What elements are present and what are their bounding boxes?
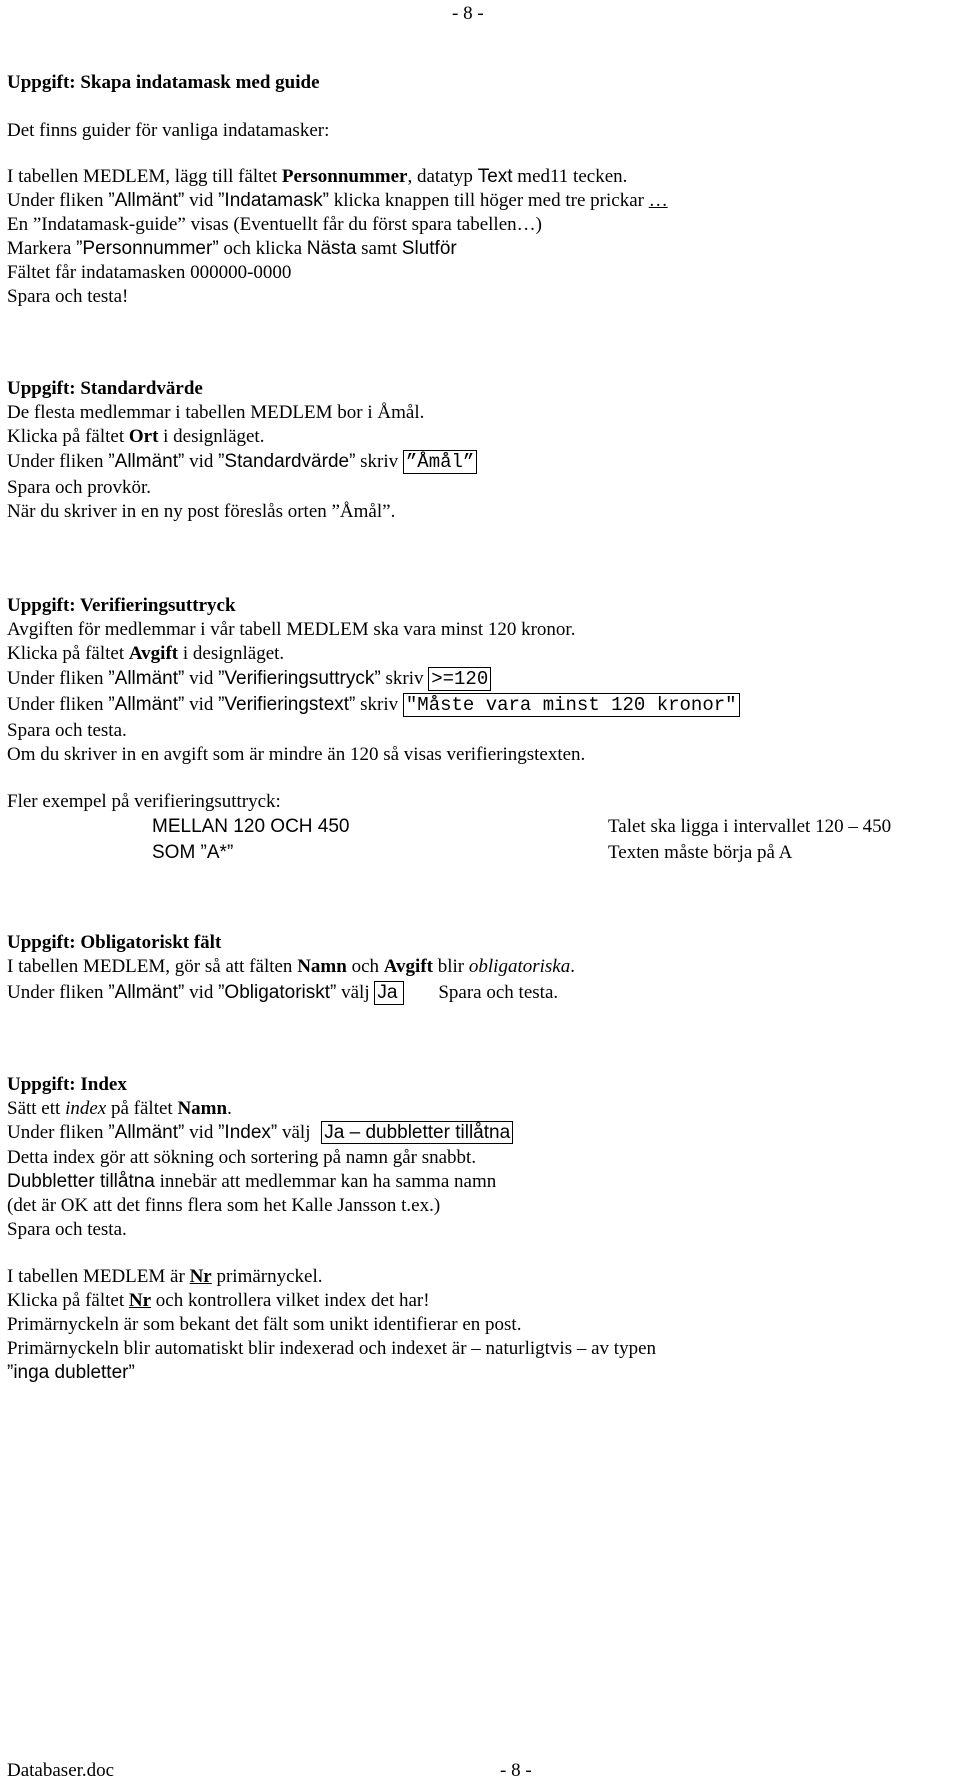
text: välj — [277, 1122, 316, 1143]
example-description: Texten måste börja på A — [608, 842, 793, 863]
paragraph — [7, 981, 558, 1005]
text: klicka knappen till höger med tre prickar — [328, 190, 649, 211]
paragraph — [7, 668, 491, 690]
emphasis: obligatoriska — [468, 956, 571, 977]
text: . — [570, 956, 575, 977]
text: Under fliken — [7, 451, 109, 472]
text: vid — [184, 1122, 219, 1143]
section-heading-indatamask: Uppgift: Skapa indatamask med guide — [7, 72, 320, 93]
text: I tabellen MEDLEM, gör så att fälten — [7, 956, 298, 977]
paragraph — [7, 956, 575, 978]
ui-term: ”Obligatoriskt” — [218, 982, 337, 1003]
text: vid — [184, 451, 219, 472]
paragraph — [7, 643, 284, 665]
text: innebär att medlemmar kan ha samma namn — [154, 1171, 497, 1192]
paragraph: En ”Indatamask-guide” visas (Eventuellt får du först spara tabellen…) — [7, 214, 542, 235]
paragraph — [7, 694, 740, 716]
ui-term: Text — [477, 166, 513, 187]
ui-term: ”Allmänt” — [108, 190, 185, 211]
text: blir — [433, 956, 469, 977]
section-heading-verifieringsuttryck: Uppgift: Verifieringsuttryck — [7, 595, 236, 616]
page-number-header: - 8 - — [452, 3, 484, 24]
ui-term: ”Verifieringstext” — [218, 694, 356, 715]
example-expression: MELLAN 120 OCH 450 — [152, 816, 350, 837]
field-name: Nr — [189, 1266, 212, 1287]
text: I tabellen MEDLEM, lägg till fältet — [7, 166, 282, 187]
text: vid — [184, 982, 219, 1003]
text: Markera — [7, 238, 77, 259]
paragraph: Om du skriver in en avgift som är mindre än 120 så visas verifieringstexten. — [7, 744, 586, 765]
paragraph: Fältet får indatamasken 000000-0000 — [7, 262, 292, 283]
paragraph: Spara och provkör. — [7, 477, 152, 498]
input-value-box: Ja — [374, 981, 404, 1005]
text: samt — [356, 238, 402, 259]
ui-term: ”Allmänt” — [108, 694, 185, 715]
ui-term: ”Standardvärde” — [218, 451, 356, 472]
section-heading-obligatoriskt: Uppgift: Obligatoriskt fält — [7, 932, 222, 953]
paragraph: Det finns guider för vanliga indatamasker: — [7, 120, 330, 141]
paragraph — [7, 451, 477, 473]
text: och — [346, 956, 384, 977]
ui-term: ”Index” — [218, 1122, 278, 1143]
ui-term: ”Allmänt” — [108, 1122, 185, 1143]
ui-term: ”Indatamask” — [218, 190, 329, 211]
text: Under fliken — [7, 1122, 109, 1143]
paragraph — [7, 1122, 513, 1144]
ui-term: ”Allmänt” — [108, 451, 185, 472]
text: med11 tecken. — [512, 166, 628, 187]
ellipsis-button-symbol: … — [648, 190, 668, 211]
text: Under fliken — [7, 694, 109, 715]
example-expression: SOM ”A*” — [152, 842, 234, 863]
page-number-footer: - 8 - — [500, 1760, 532, 1781]
text: Under fliken — [7, 190, 109, 211]
text: Spara och testa. — [438, 982, 559, 1003]
paragraph: Fler exempel på verifieringsuttryck: — [7, 791, 281, 812]
section-heading-index: Uppgift: Index — [7, 1074, 127, 1095]
text: och kontrollera vilket index det har! — [151, 1290, 430, 1311]
section-heading-standardvarde: Uppgift: Standardvärde — [7, 378, 203, 399]
paragraph: Spara och testa. — [7, 1219, 127, 1240]
paragraph — [7, 190, 668, 212]
text: vid — [184, 694, 219, 715]
ui-term: Slutför — [401, 238, 457, 259]
text: I tabellen MEDLEM är — [7, 1266, 190, 1287]
paragraph — [7, 166, 627, 188]
text: vid — [184, 190, 219, 211]
ui-term: ”Verifieringsuttryck” — [218, 668, 381, 689]
field-name: Avgift — [383, 956, 433, 977]
text: vid — [184, 668, 219, 689]
paragraph: (det är OK att det finns flera som het Kalle Jansson t.ex.) — [7, 1195, 441, 1216]
paragraph: Avgiften för medlemmar i vår tabell MEDLEM ska vara minst 120 kronor. — [7, 619, 576, 640]
field-name: Namn — [177, 1098, 228, 1119]
text: Under fliken — [7, 982, 109, 1003]
input-value-box: "Måste vara minst 120 kronor" — [403, 693, 740, 717]
field-name: Ort — [128, 426, 159, 447]
paragraph: De flesta medlemmar i tabellen MEDLEM bor i Åmål. — [7, 402, 425, 423]
paragraph: Primärnyckeln blir automatiskt blir indexerad och indexet är – naturligtvis – av typen — [7, 1338, 656, 1359]
paragraph — [7, 238, 457, 260]
ui-term: Nästa — [306, 238, 357, 259]
field-name: Namn — [297, 956, 347, 977]
paragraph — [7, 1266, 323, 1288]
text: på fältet — [106, 1098, 178, 1119]
paragraph — [7, 1171, 496, 1193]
example-description: Talet ska ligga i intervallet 120 – 450 — [608, 816, 892, 837]
paragraph: Spara och testa! — [7, 286, 129, 307]
input-value-box: >=120 — [428, 667, 491, 691]
text: och klicka — [218, 238, 307, 259]
footer-filename: Databaser.doc — [7, 1760, 115, 1781]
text: i designläget. — [158, 426, 265, 447]
paragraph: Spara och testa. — [7, 720, 127, 741]
ui-term: ”Allmänt” — [108, 982, 185, 1003]
text: skriv — [355, 694, 403, 715]
paragraph: ”inga dubletter” — [7, 1362, 135, 1383]
text: skriv — [355, 451, 403, 472]
text: , datatyp — [407, 166, 478, 187]
text: primärnyckel. — [211, 1266, 323, 1287]
text: Under fliken — [7, 668, 109, 689]
text: Klicka på fältet — [7, 1290, 129, 1311]
text: Sätt ett — [7, 1098, 66, 1119]
field-name: Nr — [128, 1290, 152, 1311]
emphasis: index — [65, 1098, 107, 1119]
text: . — [227, 1098, 232, 1119]
field-name: Avgift — [128, 643, 179, 664]
text: Klicka på fältet — [7, 426, 129, 447]
input-value-box: Ja – dubbletter tillåtna — [321, 1121, 513, 1144]
paragraph — [7, 426, 264, 448]
text: välj — [336, 982, 375, 1003]
ui-term: ”Personnummer” — [76, 238, 219, 259]
paragraph: Detta index gör att sökning och sortering på namn går snabbt. — [7, 1147, 477, 1168]
paragraph: Primärnyckeln är som bekant det fält som unikt identifierar en post. — [7, 1314, 522, 1335]
input-value-box: ”Åmål” — [403, 450, 477, 474]
paragraph — [7, 1098, 232, 1120]
field-name: Personnummer — [281, 166, 408, 187]
ui-term: ”Allmänt” — [108, 668, 185, 689]
paragraph: När du skriver in en ny post föreslås orten ”Åmål”. — [7, 501, 396, 522]
text: skriv — [380, 668, 429, 689]
ui-term: Dubbletter tillåtna — [7, 1171, 155, 1192]
paragraph — [7, 1290, 430, 1312]
text: i designläget. — [178, 643, 285, 664]
text: Klicka på fältet — [7, 643, 129, 664]
